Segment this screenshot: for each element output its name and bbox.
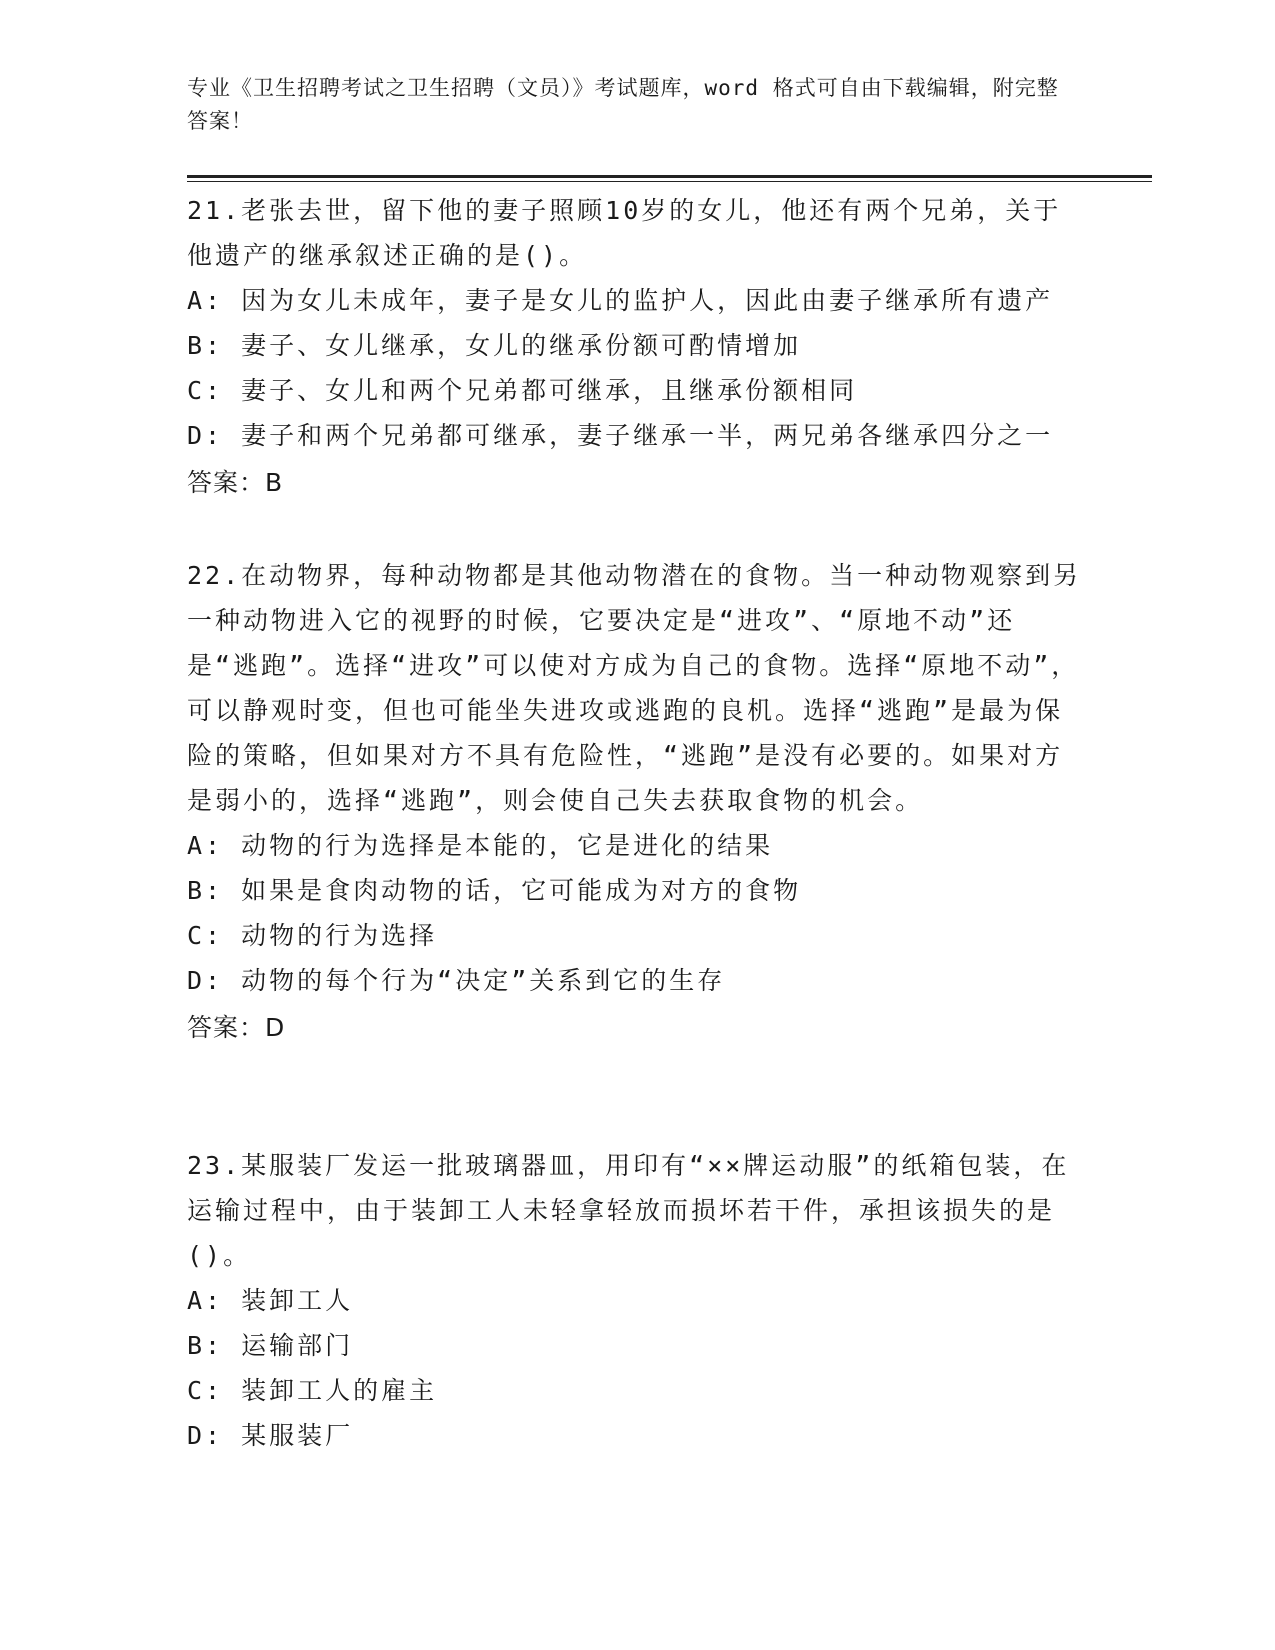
- option-b: B: 运输部门: [187, 1331, 354, 1360]
- answer-label: 答案：D: [187, 1013, 286, 1042]
- header-rule-thin: [187, 181, 1152, 182]
- option-a: A: 因为女儿未成年，妻子是女儿的监护人，因此由妻子继承所有遗产: [187, 286, 1054, 315]
- question-23: [187, 1143, 1087, 1458]
- option-d: D: 某服装厂: [187, 1421, 354, 1450]
- option-a: A: 动物的行为选择是本能的，它是进化的结果: [187, 831, 774, 860]
- answer-label: 答案：B: [187, 468, 284, 497]
- question-stem: 21.老张去世，留下他的妻子照顾10岁的女儿，他还有两个兄弟，关于他遗产的继承叙述正确的是()。: [187, 196, 1062, 270]
- option-c: C: 妻子、女儿和两个兄弟都可继承，且继承份额相同: [187, 376, 858, 405]
- question-stem: 22.在动物界，每种动物都是其他动物潜在的食物。当一种动物观察到另一种动物进入它的视野的时候，它要决定是“进攻”、“原地不动”还是“逃跑”。选择“进攻”可以使对方成为自己的食物。选择“原地不动”，可以静观时变，但也可能坐失进攻或逃跑的良机。选择“逃跑”是最为保险的策略，但如果对方不具有危险性，“逃跑”是没有必要的。如果对方是弱小的，选择“逃跑”，则会使自己失去获取食物的机会。: [187, 561, 1082, 815]
- option-d: D: 妻子和两个兄弟都可继承，妻子继承一半，两兄弟各继承四分之一: [187, 421, 1054, 450]
- option-c: C: 动物的行为选择: [187, 921, 438, 950]
- option-d: D: 动物的每个行为“决定”关系到它的生存: [187, 966, 726, 995]
- option-b: B: 如果是食肉动物的话，它可能成为对方的食物: [187, 876, 802, 905]
- option-a: A: 装卸工人: [187, 1286, 354, 1315]
- question-21: [187, 188, 1087, 505]
- document-header: 专业《卫生招聘考试之卫生招聘（文员）》考试题库，word 格式可自由下载编辑，附完整答案！: [187, 76, 1059, 133]
- question-stem: 23.某服装厂发运一批玻璃器皿，用印有“××牌运动服”的纸箱包装，在运输过程中，由于装卸工人未轻拿轻放而损坏若干件，承担该损失的是()。: [187, 1151, 1070, 1270]
- question-22: [187, 553, 1087, 1050]
- header-rule-thick: [187, 175, 1152, 178]
- option-c: C: 装卸工人的雇主: [187, 1376, 438, 1405]
- option-b: B: 妻子、女儿继承，女儿的继承份额可酌情增加: [187, 331, 802, 360]
